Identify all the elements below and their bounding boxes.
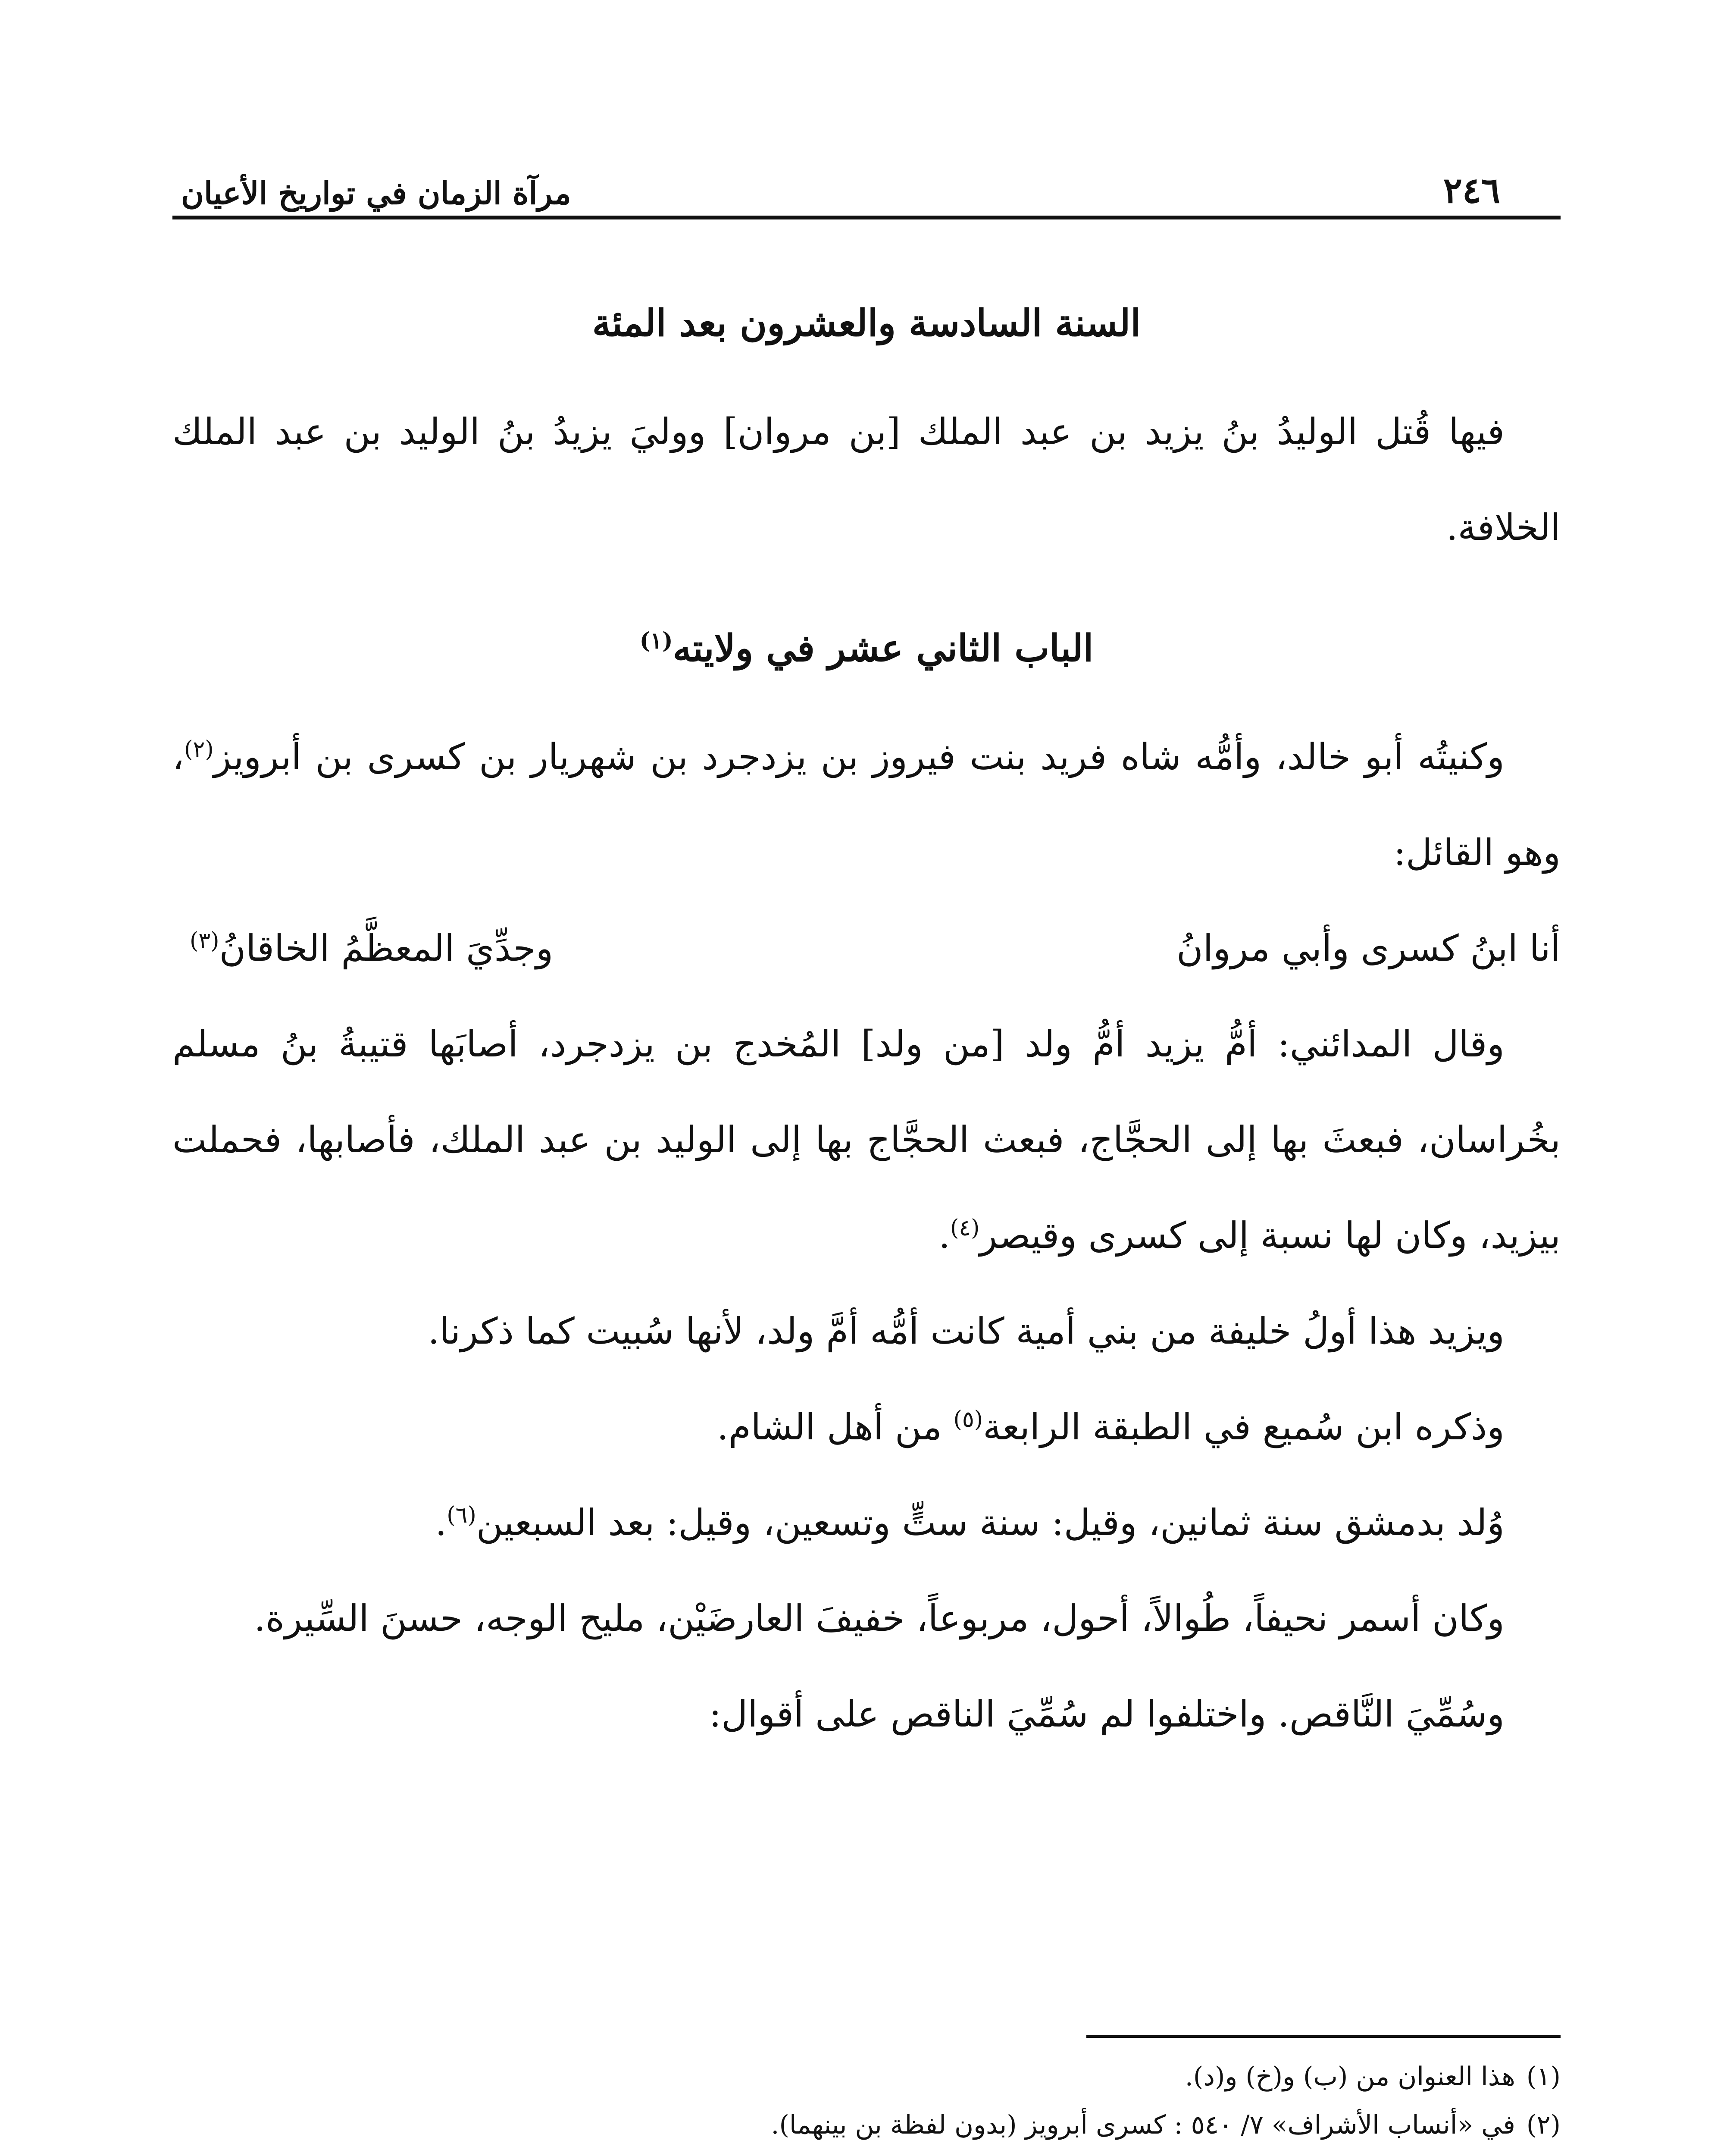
page-number: ٢٤٦	[1443, 170, 1500, 211]
paragraph-ibn-sumay-text-b: من أهل الشام.	[717, 1406, 954, 1448]
footnote-ref-5[interactable]: (٥)	[953, 1407, 983, 1432]
paragraph-kunya-text-b: ، وهو القائل:	[172, 736, 1561, 874]
year-heading: السنة السادسة والعشرون بعد المئة	[592, 301, 1141, 345]
footnote-3	[172, 2149, 1561, 2156]
footnote-rule	[1086, 2035, 1561, 2038]
footnote-1	[172, 2053, 1561, 2101]
footnote-ref-6[interactable]: (٦)	[447, 1502, 476, 1528]
paragraph-birth-text-b: .	[435, 1501, 447, 1544]
paragraph-birth	[172, 1475, 1561, 1570]
footnotes	[172, 2053, 1561, 2156]
paragraph-kunya	[172, 709, 1561, 900]
paragraph-madaini	[172, 996, 1561, 1283]
footnote-number: (٢)	[1526, 2110, 1561, 2140]
intro-paragraph: فيها قُتل الوليدُ بنُ يزيد بن عبد الملك [بن مروان] ووليَ يزيدُ بنُ الوليد بن عبد الملك الخلافة.	[172, 411, 1561, 548]
footnote-text: في «أنساب الأشراف» ٧/ ٥٤٠ : كسرى أبرويز (بدون لفظة بن بينهما).	[771, 2110, 1515, 2140]
footnote-ref-2[interactable]: (٢)	[184, 736, 214, 762]
paragraph-kunya-text-a: وكنيتُه أبو خالد، وأمُّه شاه فريد بنت فيروز بن يزدجرد بن شهريار بن كسرى بن أبرويز	[213, 736, 1505, 778]
main-text	[172, 289, 1561, 1762]
verse-first-hemistich: أنا ابنُ كسرى وأبي مروانُ	[1176, 927, 1561, 969]
chapter-heading-text: الباب الثاني عشر في ولايته	[673, 627, 1094, 670]
paragraph-first-caliph: ويزيد هذا أولُ خليفة من بني أمية كانت أمُّه أمَّ ولد، لأنها سُبيت كما ذكرنا.	[428, 1310, 1505, 1352]
verse-second-hemistich	[190, 900, 553, 996]
verse-second-text: وجدِّيَ المعظَّمُ الخاقانُ	[219, 927, 554, 969]
poem-verse	[172, 900, 1561, 996]
paragraph-madaini-text-b: .	[938, 1214, 950, 1257]
book-page	[172, 125, 1561, 2156]
paragraph-ibn-sumay-text-a: وذكره ابن سُميع في الطبقة الرابعة	[983, 1406, 1505, 1448]
footnote-number	[1527, 2149, 1561, 2156]
paragraph-madaini-text-a: وقال المدائني: أمُّ يزيد أمُّ ولد [من ولد] المُخدج بن يزدجرد، أصابَها قتيبةُ بنُ مسلم بخُراسان، فبعثَ بها إلى الحجَّاج، فبعث الحجَّاج بها إلى الوليد بن عبد الملك، فأصابها، فحملت بيزيد، وكان لها نسبة إلى كسرى وقيصر	[172, 1023, 1561, 1257]
paragraph-birth-text-a: وُلد بدمشق سنة ثمانين، وقيل: سنة ستٍّ وتسعين، وقيل: بعد السبعين	[476, 1501, 1505, 1544]
footnote-ref-3[interactable]: (٣)	[190, 928, 219, 954]
paragraph-ibn-sumay	[172, 1379, 1561, 1475]
footnote-number: (١)	[1526, 2062, 1561, 2092]
running-header	[172, 151, 1561, 211]
chapter-heading	[172, 614, 1561, 683]
footnote-ref-1[interactable]: (١)	[639, 627, 673, 654]
header-rule	[172, 216, 1561, 219]
footnote-text: هذا العنوان من (ب) و(خ) و(د).	[1185, 2062, 1515, 2092]
paragraph-naqis: وسُمِّيَ النَّاقص. واختلفوا لم سُمِّيَ الناقص على أقوال:	[709, 1693, 1505, 1735]
running-title: مرآة الزمان في تواريخ الأعيان	[181, 175, 571, 211]
paragraph-description: وكان أسمر نحيفاً، طُوالاً، أحول، مربوعاً، خفيفَ العارضَيْن، مليح الوجه، حسنَ السِّيرة.	[254, 1597, 1505, 1639]
footnote-ref-4[interactable]: (٤)	[950, 1215, 980, 1241]
footnote-2	[172, 2101, 1561, 2149]
